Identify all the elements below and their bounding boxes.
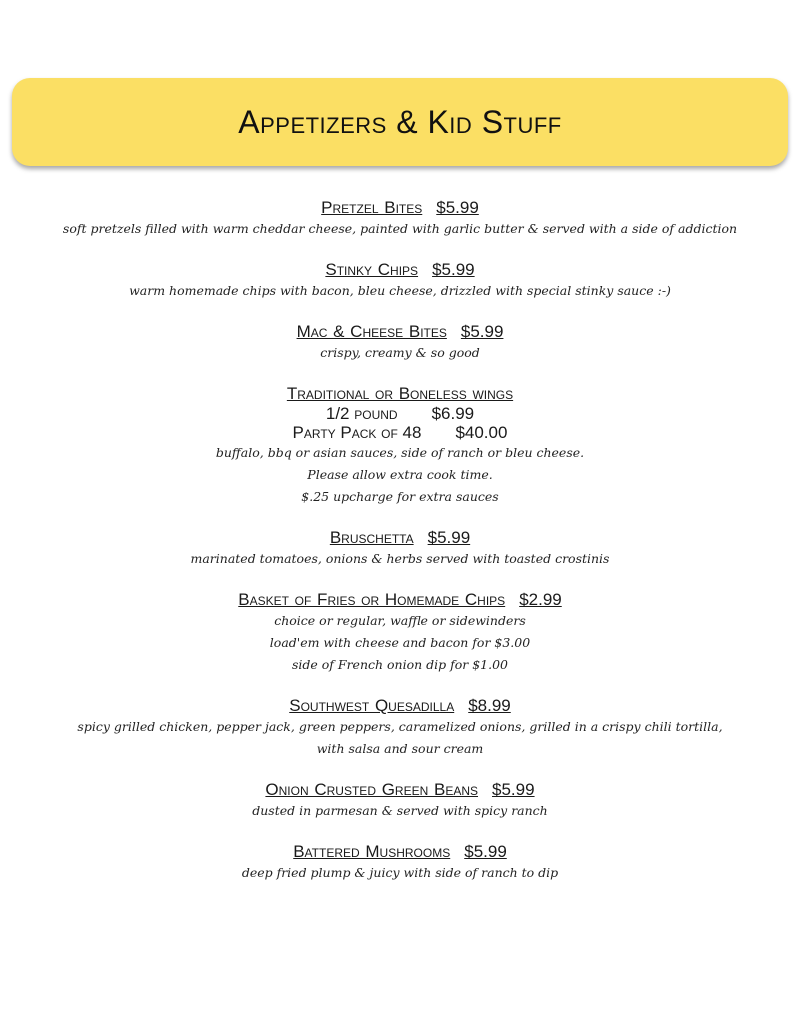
- item-title: [0, 260, 800, 280]
- item-name: Stinky Chips: [325, 260, 419, 279]
- item-title: [0, 590, 800, 610]
- item-title: [0, 842, 800, 862]
- item-price: $5.99: [432, 260, 475, 279]
- item-note: Please allow extra cook time.: [307, 467, 493, 482]
- item-note: side of French onion dip for $1.00: [291, 657, 508, 672]
- item-title: [0, 198, 800, 218]
- header-banner: [12, 78, 788, 166]
- option-price: $6.99: [431, 404, 475, 423]
- menu-list: [0, 198, 800, 904]
- item-name: Onion Crusted Green Beans: [265, 780, 479, 799]
- item-note: $.25 upcharge for extra sauces: [301, 489, 499, 504]
- item-description: warm homemade chips with bacon, bleu cheese, drizzled with special stinky sauce :-): [129, 283, 671, 298]
- item-title: [0, 384, 800, 404]
- item-name: Bruschetta: [329, 528, 414, 547]
- item-name: Pretzel Bites: [321, 198, 423, 217]
- item-title: [0, 696, 800, 716]
- item-name: Southwest Quesadilla: [289, 696, 455, 715]
- item-description: with salsa and sour cream: [316, 741, 484, 756]
- menu-item-green-beans: [0, 780, 800, 822]
- item-price: $5.99: [427, 528, 471, 547]
- item-price: $2.99: [519, 590, 562, 609]
- item-title: [0, 322, 800, 342]
- menu-item-stinky-chips: [0, 260, 800, 302]
- page-title: Appetizers & Kid Stuff: [238, 103, 562, 140]
- option-label: 1/2 pound: [325, 404, 398, 423]
- menu-item-pretzel-bites: [0, 198, 800, 240]
- item-description: soft pretzels filled with warm cheddar cheese, painted with garlic butter & served with a side of addiction: [62, 221, 738, 236]
- item-price: $5.99: [492, 780, 535, 799]
- item-price: $5.99: [436, 198, 479, 217]
- menu-item-quesadilla: [0, 696, 800, 760]
- menu-item-mushrooms: [0, 842, 800, 884]
- item-name: Traditional or Boneless wings: [286, 384, 514, 403]
- menu-item-fries-chips: [0, 590, 800, 676]
- option-label: Party Pack of 48: [292, 423, 422, 442]
- item-price: $5.99: [464, 842, 507, 861]
- menu-item-bruschetta: [0, 528, 800, 570]
- item-note: load'em with cheese and bacon for $3.00: [269, 635, 531, 650]
- item-option: [0, 423, 800, 442]
- item-description: buffalo, bbq or asian sauces, side of ranch or bleu cheese.: [215, 445, 585, 460]
- item-description: dusted in parmesan & served with spicy ranch: [252, 803, 548, 818]
- item-name: Battered Mushrooms: [293, 842, 451, 861]
- item-description: spicy grilled chicken, pepper jack, green peppers, caramelized onions, grilled in a crispy chili tortilla,: [77, 719, 723, 734]
- item-name: Mac & Cheese Bites: [296, 322, 447, 341]
- item-title: [0, 528, 800, 548]
- item-title: [0, 780, 800, 800]
- item-option: [0, 404, 800, 423]
- item-description: crispy, creamy & so good: [320, 345, 480, 360]
- item-description: choice or regular, waffle or sidewinders: [274, 613, 526, 628]
- option-price: $40.00: [455, 423, 508, 442]
- menu-item-wings: [0, 384, 800, 508]
- item-description: marinated tomatoes, onions & herbs served with toasted crostinis: [190, 551, 610, 566]
- item-price: $8.99: [468, 696, 511, 715]
- item-price: $5.99: [460, 322, 504, 341]
- menu-item-mac-cheese-bites: [0, 322, 800, 364]
- item-description: deep fried plump & juicy with side of ranch to dip: [241, 865, 559, 880]
- item-name: Basket of Fries or Homemade Chips: [238, 590, 506, 609]
